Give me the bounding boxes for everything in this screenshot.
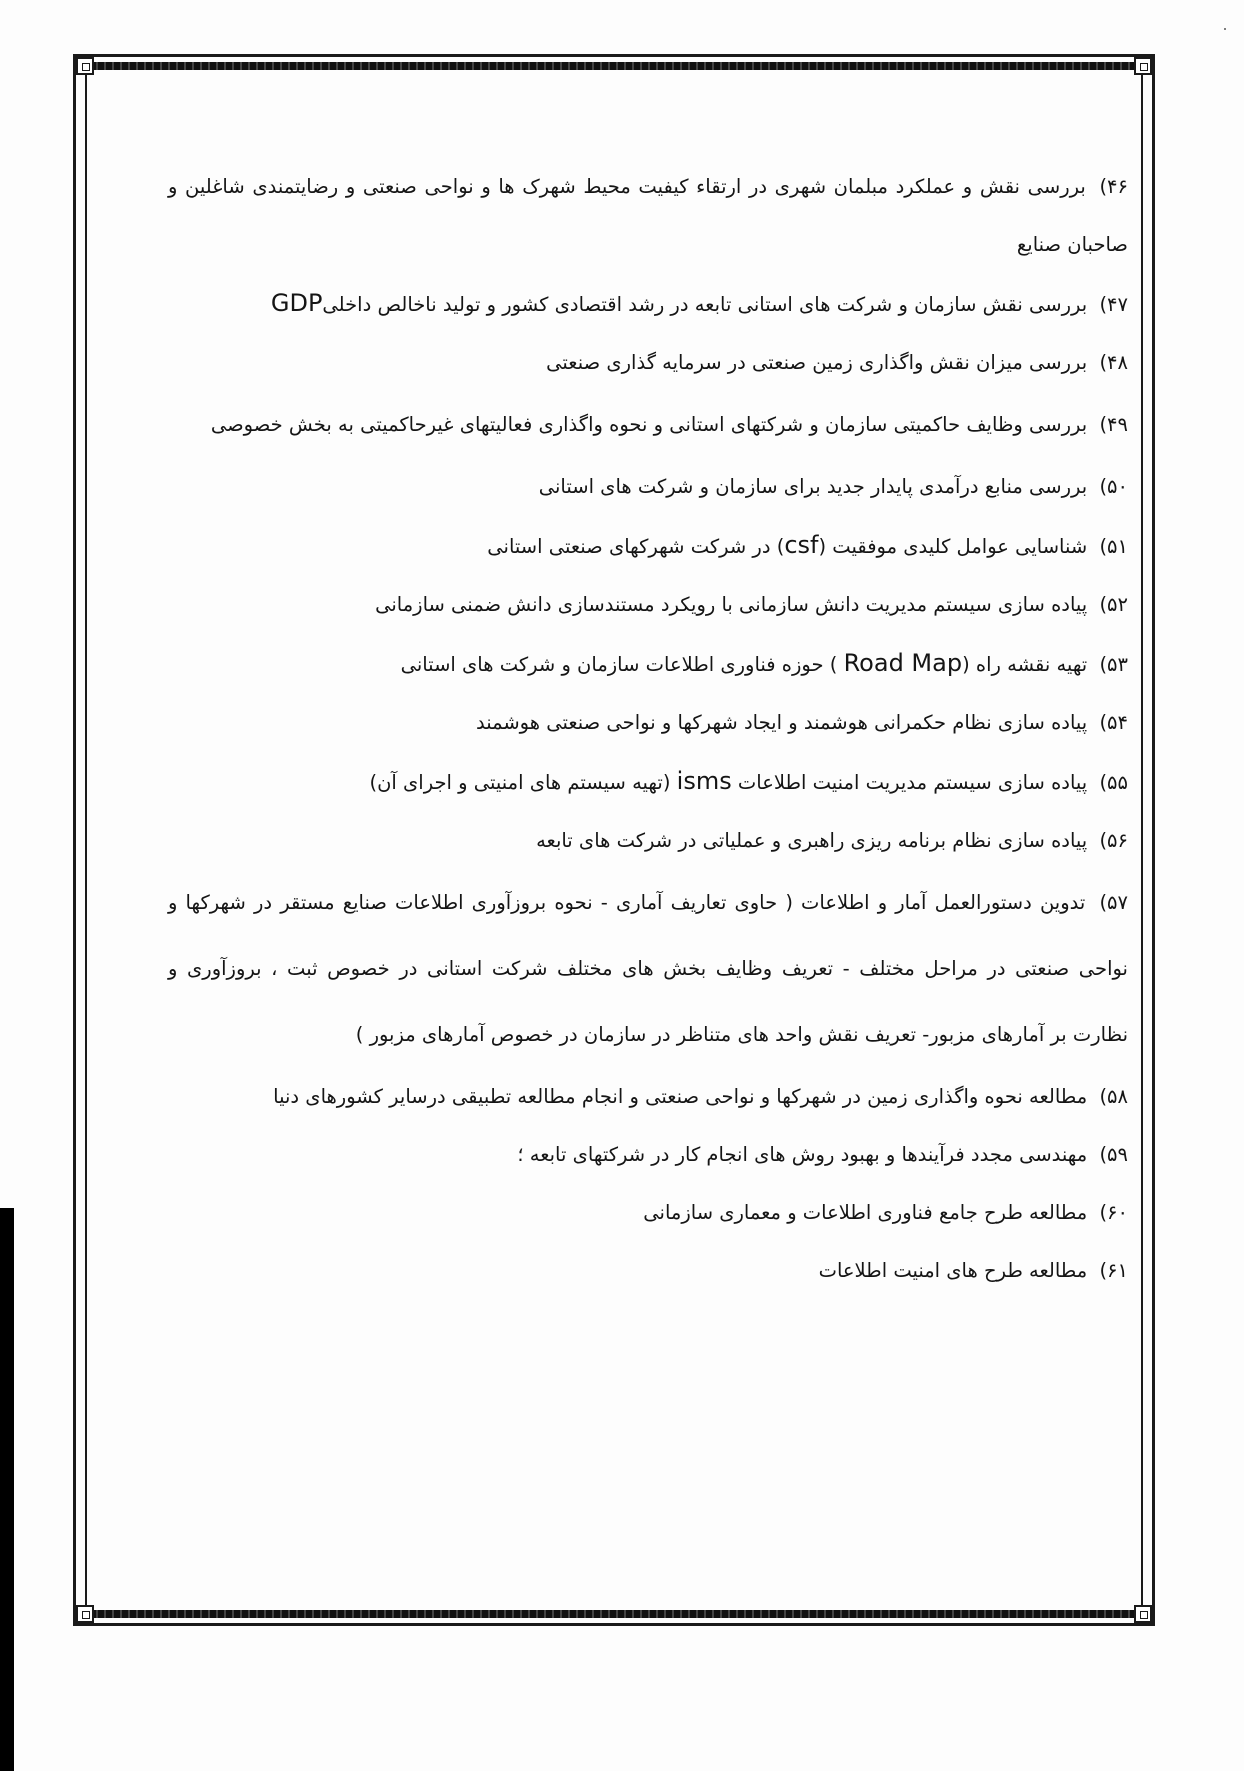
item-number: ۴۷) [1099,293,1128,316]
list-item-59 [168,1126,1128,1184]
page-border-top-band [82,62,1146,70]
list-item-50 [168,458,1128,516]
item-text: پیاده سازی سیستم مدیریت دانش سازمانی با رویکرد مستندسازی دانش ضمنی سازمانی [375,593,1088,616]
border-corner-ornament [1134,1605,1152,1623]
item-latin-term: isms [676,767,732,795]
item-text: مطالعه نحوه واگذاری زمین در شهرکها و نواحی صنعتی و انجام مطالعه تطبیقی درسایر کشورهای دنیا [273,1085,1088,1108]
item-number: ۵۲) [1099,593,1128,616]
item-text-after: ) حوزه فناوری اطلاعات سازمان و شرکت های استانی [400,653,844,676]
list-item-48 [168,334,1128,392]
list-item-53 [168,634,1128,694]
item-number: ۵۰) [1099,475,1128,498]
list-item-58 [168,1068,1128,1126]
item-text-after: ) در شرکت شهرکهای صنعتی استانی [487,535,785,558]
item-text: پیاده سازی نظام حکمرانی هوشمند و ایجاد شهرکها و نواحی صنعتی هوشمند [475,711,1088,734]
item-text: بررسی منابع درآمدی پایدار جدید برای سازمان و شرکت های استانی [538,475,1088,498]
item-number: ۵۴) [1099,711,1128,734]
item-number: ۵۱) [1099,535,1128,558]
item-number: ۵۸) [1099,1085,1128,1108]
border-corner-ornament [1134,57,1152,75]
item-text-after: (تهیه سیستم های امنیتی و اجرای آن) [369,771,677,794]
list-item-47 [168,274,1128,334]
item-text: بررسی نقش و عملکرد مبلمان شهری در ارتقاء کیفیت محیط شهرک ها و نواحی صنعتی و رضایتمندی شاغلین و صاحبان صنایع [168,175,1128,256]
border-corner-ornament [76,57,94,75]
list-item-57 [168,870,1128,1068]
list-item-51 [168,516,1128,576]
list-item-46 [168,158,1128,274]
item-number: ۶۰) [1099,1201,1128,1224]
item-number: ۵۹) [1099,1143,1128,1166]
item-number: ۴۶) [1099,175,1128,198]
item-text: تدوین دستورالعمل آمار و اطلاعات ( حاوی تعاریف آماری - نحوه بروزآوری اطلاعات صنایع مستقر در شهرکها و نواحی صنعتی در مراحل مختلف - تعریف وظایف بخش های مختلف شرکت استانی در خصوص ثبت ، بروزآوری و نظارت بر آمارهای مزبور- تعریف نقش واحد های متناظر در سازمان در خصوص آمارهای مزبور ) [168,891,1128,1046]
page-border-bottom-band [82,1610,1146,1618]
item-number: ۵۷) [1099,891,1128,914]
item-number: ۴۹) [1099,413,1128,436]
item-text-before: شناسایی عوامل کلیدی موفقیت ( [818,535,1088,558]
item-latin-term: csf [784,531,819,559]
list-item-56 [168,812,1128,870]
item-text: مطالعه طرح جامع فناوری اطلاعات و معماری سازمانی [643,1201,1088,1224]
item-text: بررسی نقش سازمان و شرکت های استانی تابعه در رشد اقتصادی کشور و تولید ناخالص داخلی [322,293,1088,316]
item-text: مهندسی مجدد فرآیندها و بهبود روش های انجام کار در شرکتهای تابعه ؛ [517,1143,1088,1166]
item-text-before: تهیه نقشه راه ( [962,653,1088,676]
item-number: ۵۶) [1099,829,1128,852]
item-text: مطالعه طرح های امنیت اطلاعات [818,1259,1088,1282]
list-item-52 [168,576,1128,634]
item-text: بررسی میزان نقش واگذاری زمین صنعتی در سرمایه گذاری صنعتی [546,351,1088,374]
item-text: بررسی وظایف حاکمیتی سازمان و شرکتهای استانی و نحوه واگذاری فعالیتهای غیرحاکمیتی به بخش خصوصی [210,413,1088,436]
list-item-49 [168,392,1128,458]
item-number: ۴۸) [1099,351,1128,374]
border-corner-ornament [76,1605,94,1623]
scan-shadow-edge [0,1208,14,1771]
list-item-54 [168,694,1128,752]
list-item-60 [168,1184,1128,1242]
scan-speck [1224,28,1226,30]
item-number: ۵۵) [1099,771,1128,794]
item-number: ۵۳) [1099,653,1128,676]
item-text-before: پیاده سازی سیستم مدیریت امنیت اطلاعات [731,771,1088,794]
list-item-55 [168,752,1128,812]
item-latin-term: GDP [270,289,323,317]
item-latin-term: Road Map [843,649,963,677]
item-number: ۶۱) [1099,1259,1128,1282]
list-item-61 [168,1242,1128,1300]
item-text: پیاده سازی نظام برنامه ریزی راهبری و عملیاتی در شرکت های تابعه [536,829,1088,852]
numbered-list [168,158,1128,1300]
